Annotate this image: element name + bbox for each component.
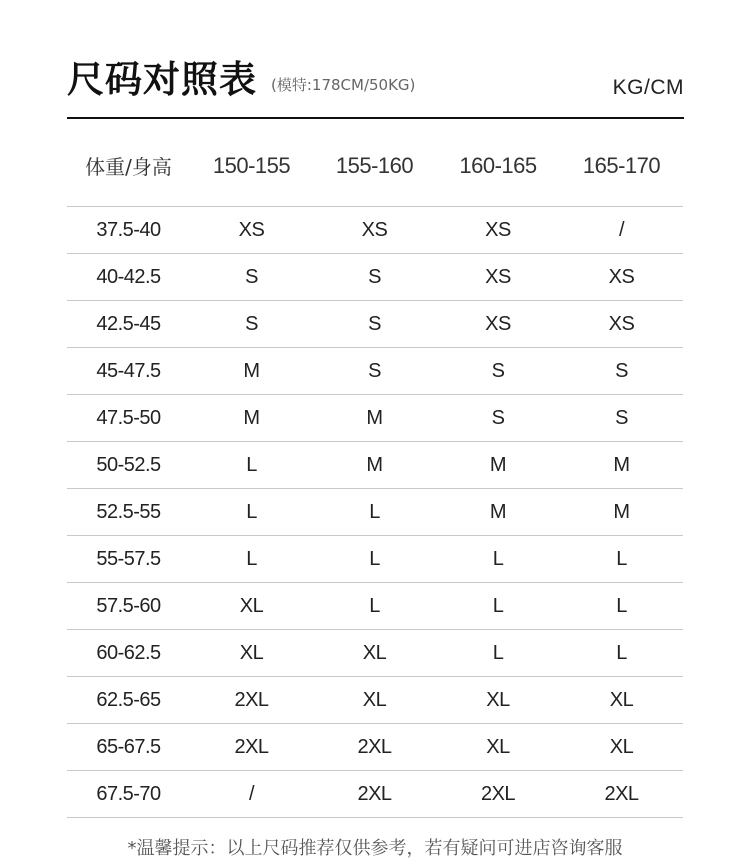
size-cell: L <box>369 500 380 523</box>
size-cell: L <box>369 594 380 617</box>
size-cell: M <box>366 453 383 476</box>
size-cell: M <box>489 500 507 523</box>
header-divider <box>67 117 684 119</box>
table-row <box>67 771 683 818</box>
table-row <box>67 630 683 677</box>
size-cell: XS <box>485 265 511 288</box>
table-row <box>67 254 683 301</box>
size-cell: 2XL <box>357 735 392 758</box>
size-cell: 2XL <box>480 782 516 805</box>
page-title: 尺码对照表 <box>67 58 257 101</box>
weight-range-cell: 40-42.5 <box>96 265 161 288</box>
size-cell: XS <box>485 312 511 335</box>
size-cell: L <box>492 641 504 664</box>
table-row <box>67 536 683 583</box>
size-cell: M <box>243 359 260 382</box>
size-cell: XL <box>362 688 387 711</box>
size-cell: XS <box>238 218 265 241</box>
size-cell: L <box>246 547 257 570</box>
size-cell: M <box>366 406 383 429</box>
weight-range-cell: 42.5-45 <box>96 312 161 335</box>
size-cell: L <box>492 594 504 617</box>
weight-range-cell: 62.5-65 <box>96 688 161 711</box>
table-row <box>67 301 683 348</box>
size-cell: XS <box>608 312 635 335</box>
size-cell: 2XL <box>604 782 639 805</box>
table-row <box>67 489 683 536</box>
column-header-height: 160-165 <box>459 152 537 178</box>
size-cell: / <box>248 782 255 805</box>
size-cell: 2XL <box>234 735 269 758</box>
column-header-weight-height: 体重/身高 <box>85 155 172 179</box>
size-cell: XS <box>361 218 388 241</box>
size-cell: M <box>613 453 630 476</box>
table-body <box>67 207 683 818</box>
weight-range-cell: 65-67.5 <box>96 735 161 758</box>
table-row <box>67 583 683 630</box>
weight-range-cell: 47.5-50 <box>96 406 161 429</box>
table-row <box>67 677 683 724</box>
size-cell: L <box>246 453 257 476</box>
size-cell: S <box>615 406 628 429</box>
size-cell: S <box>615 359 628 382</box>
column-header-height: 155-160 <box>335 152 414 178</box>
size-cell: S <box>368 312 381 335</box>
chart-header <box>67 55 684 105</box>
column-header-height: 150-155 <box>212 152 291 178</box>
weight-range-cell: 55-57.5 <box>96 547 161 570</box>
size-cell: S <box>245 265 258 288</box>
weight-range-cell: 52.5-55 <box>96 500 161 523</box>
model-info: (模特:178CM/50KG) <box>271 76 416 94</box>
size-cell: XS <box>608 265 635 288</box>
size-cell: XS <box>485 218 511 241</box>
table-row <box>67 207 683 254</box>
size-table <box>67 125 683 818</box>
table-row <box>67 348 683 395</box>
size-cell: S <box>368 359 381 382</box>
size-cell: L <box>616 547 627 570</box>
size-cell: XL <box>239 594 264 617</box>
weight-range-cell: 57.5-60 <box>96 594 161 617</box>
size-cell: L <box>616 594 627 617</box>
size-cell: XL <box>609 735 634 758</box>
size-cell: 2XL <box>234 688 269 711</box>
table-row <box>67 724 683 771</box>
size-cell: XL <box>486 688 510 711</box>
size-cell: L <box>492 547 504 570</box>
size-cell: S <box>491 406 505 429</box>
table-row <box>67 395 683 442</box>
size-cell: XL <box>486 735 510 758</box>
size-cell: S <box>245 312 258 335</box>
size-cell: XL <box>239 641 264 664</box>
size-cell: M <box>489 453 507 476</box>
weight-range-cell: 60-62.5 <box>96 641 161 664</box>
size-cell: S <box>368 265 381 288</box>
size-cell: L <box>616 641 627 664</box>
size-cell: / <box>618 218 625 241</box>
size-cell: 2XL <box>357 782 392 805</box>
column-header-height: 165-170 <box>582 152 661 178</box>
size-cell: L <box>369 547 380 570</box>
table-row <box>67 442 683 489</box>
weight-range-cell: 37.5-40 <box>96 218 161 241</box>
size-cell: XL <box>362 641 387 664</box>
footer-note: *温馨提示：以上尺码推荐仅供参考，若有疑问可进店咨询客服 <box>127 838 623 859</box>
weight-range-cell: 45-47.5 <box>96 359 161 382</box>
table-header-row <box>67 125 683 207</box>
size-cell: M <box>243 406 260 429</box>
weight-range-cell: 50-52.5 <box>96 453 161 476</box>
size-cell: XL <box>609 688 634 711</box>
size-cell: S <box>491 359 505 382</box>
unit-label: KG/CM <box>612 76 684 99</box>
weight-range-cell: 67.5-70 <box>96 782 161 805</box>
size-cell: L <box>246 500 257 523</box>
size-cell: M <box>613 500 630 523</box>
